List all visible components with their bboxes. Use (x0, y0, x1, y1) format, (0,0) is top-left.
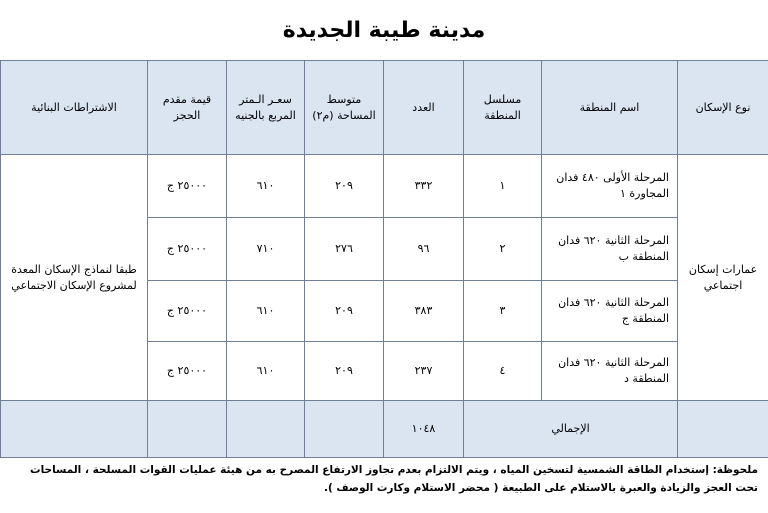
region-name-cell: المرحلة الثانية ٦٢٠ فدان المنطقة ج (542, 281, 678, 342)
price-cell: ٧١٠ (227, 218, 305, 281)
region-name-cell: المرحلة الثانية ٦٢٠ فدان المنطقة ب (542, 218, 678, 281)
header-avg-area: متوسط المساحة (م٢) (305, 61, 384, 155)
deposit-cell: ٢٥٠٠٠ ج (148, 281, 227, 342)
deposit-cell: ٢٥٠٠٠ ج (148, 218, 227, 281)
header-region-serial: مسلسل المنطقة (464, 61, 542, 155)
total-empty-cell (148, 401, 227, 458)
deposit-cell: ٢٥٠٠٠ ج (148, 155, 227, 218)
total-empty-cell (227, 401, 305, 458)
housing-type-cell: عمارات إسكان اجتماعي (678, 155, 768, 401)
total-label-cell: الإجمالي (464, 401, 678, 458)
total-empty-cell (678, 401, 768, 458)
region-name-cell: المرحلة الثانية ٦٢٠ فدان المنطقة د (542, 342, 678, 401)
count-cell: ٣٣٢ (384, 155, 464, 218)
avg-area-cell: ٢٠٩ (305, 342, 384, 401)
building-requirements-cell: طبقا لنماذج الإسكان المعدة لمشروع الإسكان الاجتماعي (1, 155, 148, 401)
serial-cell: ١ (464, 155, 542, 218)
deposit-cell: ٢٥٠٠٠ ج (148, 342, 227, 401)
count-cell: ٢٣٧ (384, 342, 464, 401)
header-building-requirements: الاشتراطات البنائية (1, 61, 148, 155)
avg-area-cell: ٢٠٩ (305, 155, 384, 218)
price-cell: ٦١٠ (227, 342, 305, 401)
total-value-cell: ١٠٤٨ (384, 401, 464, 458)
total-empty-cell (305, 401, 384, 458)
housing-table (0, 60, 768, 458)
total-empty-cell (1, 401, 148, 458)
header-region-name: اسم المنطقة (542, 61, 678, 155)
total-row (1, 401, 768, 458)
table-row (1, 155, 768, 218)
count-cell: ٣٨٣ (384, 281, 464, 342)
price-cell: ٦١٠ (227, 155, 305, 218)
serial-cell: ٢ (464, 218, 542, 281)
page-title: مدينة طيبة الجديدة (0, 0, 768, 61)
serial-cell: ٤ (464, 342, 542, 401)
header-deposit: قيمة مقدم الحجز (148, 61, 227, 155)
avg-area-cell: ٢٧٦ (305, 218, 384, 281)
avg-area-cell: ٢٠٩ (305, 281, 384, 342)
serial-cell: ٣ (464, 281, 542, 342)
footnote: ملحوظة: إستخدام الطاقة الشمسية لتسخين المياه ، ويتم الالتزام بعدم تجاوز الارتفاع المصرح به من هيئة عمليات القوات المسلحة ، المساحات تحت العجز والزيادة والعبرة بالاستلام على الطبيعة ( محضر الاستلام وكارت الوصف ). (30, 464, 758, 494)
header-row (1, 61, 768, 155)
region-name-cell: المرحلة الأولى ٤٨٠ فدان المجاورة ١ (542, 155, 678, 218)
header-housing-type: نوع الإسكان (678, 61, 768, 155)
count-cell: ٩٦ (384, 218, 464, 281)
price-cell: ٦١٠ (227, 281, 305, 342)
header-count: العدد (384, 61, 464, 155)
header-price-per-m2: سعـر الـمتر المربع بالجنيه (227, 61, 305, 155)
